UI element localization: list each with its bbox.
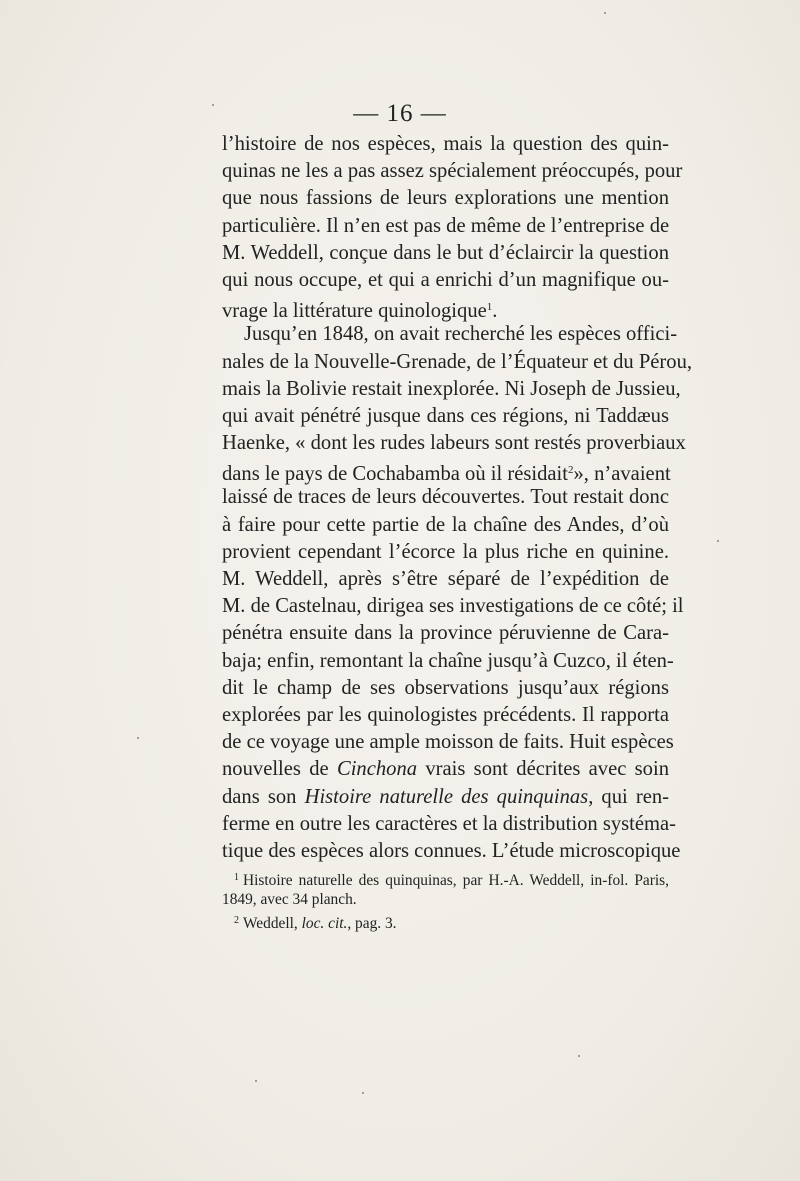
text-line: quinas ne les a pas assez spécialement préoccupés, pour [222, 160, 683, 183]
text-line: baja; enfin, remontant la chaîne jusqu’à Cuzco, il éten- [222, 649, 674, 672]
text-line: que nous fassions de leurs explorations une mention [222, 187, 669, 210]
footnote-text: , pag. 3. [347, 915, 397, 933]
text-line: à faire pour cette partie de la chaîne des Andes, d’où [222, 513, 669, 536]
text-line: qui avait pénétré jusque dans ces régions, ni Taddæus [222, 404, 669, 427]
paper-speck [717, 540, 719, 542]
text-line [222, 756, 669, 783]
text-line: nales de la Nouvelle-Grenade, de l’Équateur et du Pérou, [222, 350, 693, 373]
footnote-text: Weddell, [243, 915, 298, 933]
italic-genus: Cinchona [336, 758, 418, 781]
text-line: laissé de traces de leurs découvertes. Tout restait donc [222, 486, 669, 509]
line-text: vrage la littérature quinologique [222, 300, 487, 323]
text-line: qui nous occupe, et qui a enrichi d’un magnifique ou- [222, 268, 669, 291]
footnotes [222, 867, 669, 932]
paper-speck [137, 737, 139, 739]
footnote-mark: 1 [234, 872, 239, 883]
text-line: de ce voyage une ample moisson de faits. Huit espèces [222, 731, 674, 754]
text-line: provient cependant l’écorce la plus riche en quinine. [222, 540, 669, 563]
text-line [222, 294, 669, 321]
text-line: Jusqu’en 1848, on avait recherché les espèces offici- [244, 323, 678, 346]
paper-speck [212, 104, 214, 106]
text-line: M. Weddell, après s’être séparé de l’expédition de [222, 568, 669, 590]
text-line: mais la Bolivie restait inexplorée. Ni Joseph de Jussieu, [222, 377, 681, 400]
paper-speck [362, 1092, 364, 1094]
footnote-reference: 1 [486, 301, 493, 314]
line-text: . [492, 300, 498, 323]
text-line: ferme en outre les caractères et la distribution systéma- [222, 812, 677, 835]
text-line: particulière. Il n’en est pas de même de l’entreprise de [222, 214, 670, 237]
text-line: M. Weddell, conçue dans le but d’éclaircir la question [222, 241, 669, 264]
text-line: l’histoire de nos espèces, mais la question des quin- [222, 133, 669, 155]
paper-speck [578, 1055, 580, 1057]
text-line [222, 784, 669, 811]
line-text: dans le pays de Cochabamba où il résidait [222, 463, 568, 486]
footnote-1 [222, 867, 669, 889]
body-text [222, 131, 693, 865]
text-line: dit le champ de ses observations jusqu’aux régions [222, 676, 669, 699]
text-line [222, 457, 669, 484]
footnote-italic: loc. cit. [301, 915, 348, 933]
italic-title: Histoire naturelle des quinquinas [304, 785, 589, 808]
footnote-reference: 2 [568, 464, 574, 477]
paper-speck [255, 1080, 257, 1082]
text-line: tique des espèces alors connues. L’étude microscopique [222, 839, 681, 862]
text-line: explorées par les quinologistes précédents. Il rapporta [222, 703, 669, 726]
paper-speck [604, 12, 606, 14]
line-text: nouvelles de [222, 758, 329, 781]
line-text: , qui ren- [588, 785, 669, 808]
footnote-1-continued: 1849, avec 34 planch. [222, 890, 357, 908]
line-text: vrais sont décrites avec soin [425, 758, 669, 781]
text-line: pénétra ensuite dans la province péruvienne de Cara- [222, 622, 669, 645]
footnote-text: Histoire naturelle des quinquinas, par H.-A. Weddell, in-fol. Paris, [243, 872, 669, 889]
text-line: M. de Castelnau, dirigea ses investigations de ce côté; il [222, 595, 684, 618]
text-line: Haenke, « dont les rudes labeurs sont restés proverbiaux [222, 432, 686, 455]
line-text: », n’avaient [573, 463, 671, 486]
page-number: — 16 — [353, 100, 447, 127]
footnote-2 [222, 910, 669, 932]
line-text: dans son [222, 785, 297, 808]
footnote-mark: 2 [234, 915, 239, 927]
